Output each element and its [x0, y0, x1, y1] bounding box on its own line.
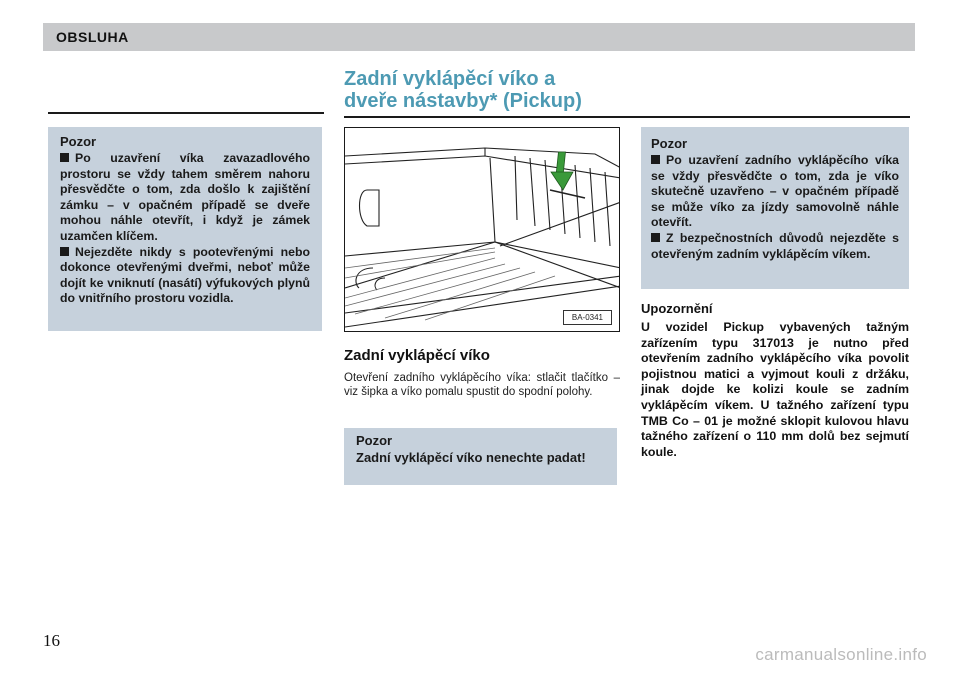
note-heading: Upozornění	[641, 301, 713, 316]
down-arrow-icon	[551, 152, 573, 190]
page-title	[344, 68, 904, 112]
tailgate-heading: Zadní vyklápěcí víko	[344, 347, 490, 364]
warning-item: Z bezpečnostních důvodů nejezděte s otevřeným zadním vyklápěcím víkem.	[651, 230, 899, 261]
divider-left	[48, 112, 324, 114]
page-number: 16	[43, 631, 60, 650]
figure-code: BA-0341	[563, 310, 612, 325]
warning-title: Pozor	[60, 134, 97, 149]
pickup-tailgate-illustration	[344, 127, 620, 332]
pickup-bed-drawing	[345, 128, 620, 332]
warning-item: Po uzavření zadního vyklápěcího víka se vždy přesvědčte o tom, zda je víko skutečně uzavřeno – v opačném případě se může víko za jízdy samovolně náhle otevřít.	[651, 153, 899, 230]
warning-item: Nejezděte nikdy s pootevřenými nebo dokonce otevřenými dveřmi, neboť může dojít ke vniknutí (nasátí) výfukových plynů do vnitřního prostoru vozidla.	[60, 244, 310, 306]
page-title-line2: dveře nástavby* (Pickup)	[344, 90, 582, 112]
warning-title: Pozor	[651, 136, 688, 151]
tailgate-instructions: Otevření zadního vyklápěcího víka: stlačit tlačítko – viz šipka a víko pomalu spustit do spodní polohy.	[344, 372, 620, 398]
section-header-bar	[43, 23, 915, 51]
note-text: U vozidel Pickup vybavených tažným zařízením typu 317013 je nutno před otevřením zadního vyklápěcího víka povolit pojistnou matici a vyjmout kouli z držáku, jinak dojde ke kolizi koule se zadním vyklápěcím víkem. U tažného zařízení typu TMB Co – 01 je možné sklopit kulovou hlavu tažného zařízení o 110 mm dolů bez sejmutí koule.	[641, 320, 909, 459]
warning-box-tailgate	[344, 428, 617, 485]
bullet-icon	[60, 153, 69, 162]
section-label: OBSLUHA	[56, 29, 129, 45]
bullet-icon	[60, 247, 69, 256]
bullet-icon	[651, 233, 660, 242]
watermark: carmanualsonline.info	[755, 645, 927, 664]
warning-text: Zadní vyklápěcí víko nenechte padat!	[356, 450, 586, 465]
warning-item: Po uzavření víka zavazadlového prostoru se vždy tahem směrem nahoru přesvědčte o tom, zda došlo k zajištění zámku – v opačném případě se dveře mohou náhle otevřít, i když je zámek uzamčen klíčem.	[60, 151, 310, 243]
warning-box-rear-lid	[641, 127, 909, 289]
warning-box-lid	[48, 127, 322, 331]
warning-title: Pozor	[356, 433, 393, 448]
bullet-icon	[651, 155, 660, 164]
divider-right	[344, 116, 910, 118]
page-title-line1: Zadní vyklápěcí víko a	[344, 68, 556, 90]
